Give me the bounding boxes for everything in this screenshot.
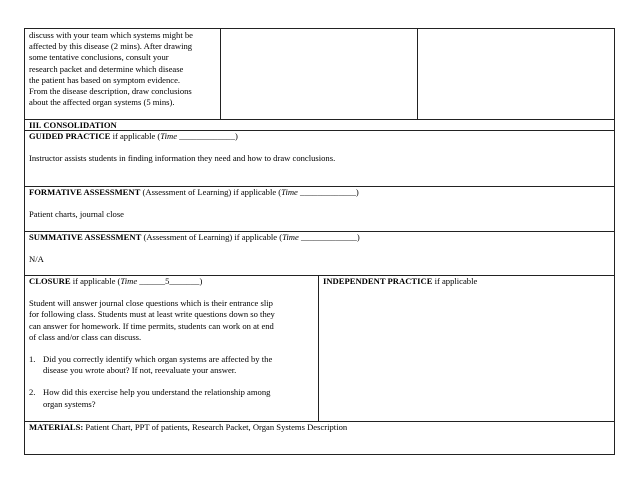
materials-line: [29, 422, 610, 433]
summative-time-label: Time: [282, 232, 299, 242]
materials-section: [25, 422, 614, 433]
summative-time-blank: _____________: [298, 232, 357, 242]
closure-paragraph-line: can answer for homework. If time permits, students can work on at end: [29, 320, 274, 331]
independent-heading: [323, 276, 610, 287]
closure-suffix: if applicable (: [70, 276, 121, 286]
consolidation-heading: III. CONSOLIDATION: [29, 120, 117, 130]
independent-label: INDEPENDENT PRACTICE: [323, 276, 433, 286]
closure-question: [29, 354, 315, 376]
summative-heading: [29, 232, 610, 243]
top-row-left-cell: [25, 30, 221, 108]
closure-paragraph-line: for following class. Students must at least write questions down so they: [29, 309, 275, 320]
guided-practice-label: GUIDED PRACTICE: [29, 131, 111, 141]
guided-practice-section: [25, 131, 614, 164]
guided-time-blank: _____________: [177, 131, 236, 141]
top-row-line: From the disease description, draw conclusions: [29, 86, 192, 97]
formative-text: Patient charts, journal close: [29, 209, 124, 220]
closure-question: [29, 387, 315, 409]
closure-time-blank: ______5_______: [137, 276, 200, 286]
summative-close-paren: ): [356, 232, 360, 242]
top-row-line: affected by this disease (2 mins). After drawing: [29, 41, 193, 52]
materials-text: Patient Chart, PPT of patients, Research Packet, Organ Systems Description: [83, 422, 348, 432]
closure-time-label: Time: [120, 276, 138, 286]
guided-practice-heading: [29, 131, 610, 142]
top-row-line: about the affected organ systems (5 mins).: [29, 97, 175, 108]
guided-practice-text: Instructor assists students in finding information they need and how to draw conclusions.: [29, 153, 336, 164]
top-row-line: some tentative conclusions, consult your: [29, 52, 169, 63]
summative-label: SUMMATIVE ASSESSMENT: [29, 232, 142, 242]
formative-time-blank: _____________: [297, 187, 356, 197]
question-line: Did you correctly identify which organ systems are affected by the: [43, 354, 273, 365]
guided-close-paren: ): [235, 131, 238, 141]
guided-practice-suffix: if applicable (: [110, 131, 161, 141]
closure-section: [25, 276, 319, 410]
closure-paragraph-line: Student will answer journal close questions which is their entrance slip: [29, 298, 273, 309]
top-row-line: the patient has based on symptom evidence.: [29, 74, 181, 85]
question-line: disease you wrote about? If not, reevaluate your answer.: [43, 365, 237, 376]
closure-paragraph-line: of class and/or class can discuss.: [29, 331, 142, 342]
summative-text: N/A: [29, 254, 44, 265]
question-line: How did this exercise help you understand the relationship among: [43, 387, 271, 398]
question-number: 2.: [29, 387, 36, 398]
materials-label: MATERIALS:: [29, 422, 84, 432]
top-row-divider-2: [417, 29, 418, 119]
formative-label: FORMATIVE ASSESSMENT: [29, 187, 141, 197]
formative-close-paren: ): [355, 187, 359, 197]
formative-assessment-section: [25, 187, 614, 220]
top-row-line: discuss with your team which systems might be: [29, 30, 193, 40]
summative-suffix: (Assessment of Learning) if applicable (: [141, 232, 283, 242]
question-number: 1.: [29, 354, 36, 365]
formative-suffix: (Assessment of Learning) if applicable (: [140, 187, 282, 197]
formative-time-label: Time: [281, 187, 298, 197]
independent-practice-section: [319, 276, 614, 287]
closure-heading: [29, 276, 315, 287]
lesson-plan-table: [24, 28, 615, 455]
question-line: organ systems?: [43, 398, 96, 409]
top-row-line: research packet and determine which disease: [29, 63, 184, 74]
independent-suffix: if applicable: [432, 276, 478, 286]
formative-heading: [29, 187, 610, 198]
guided-time-label: Time: [160, 131, 178, 141]
summative-assessment-section: [25, 232, 614, 265]
closure-close-paren: ): [199, 276, 203, 286]
closure-label: CLOSURE: [29, 276, 71, 286]
